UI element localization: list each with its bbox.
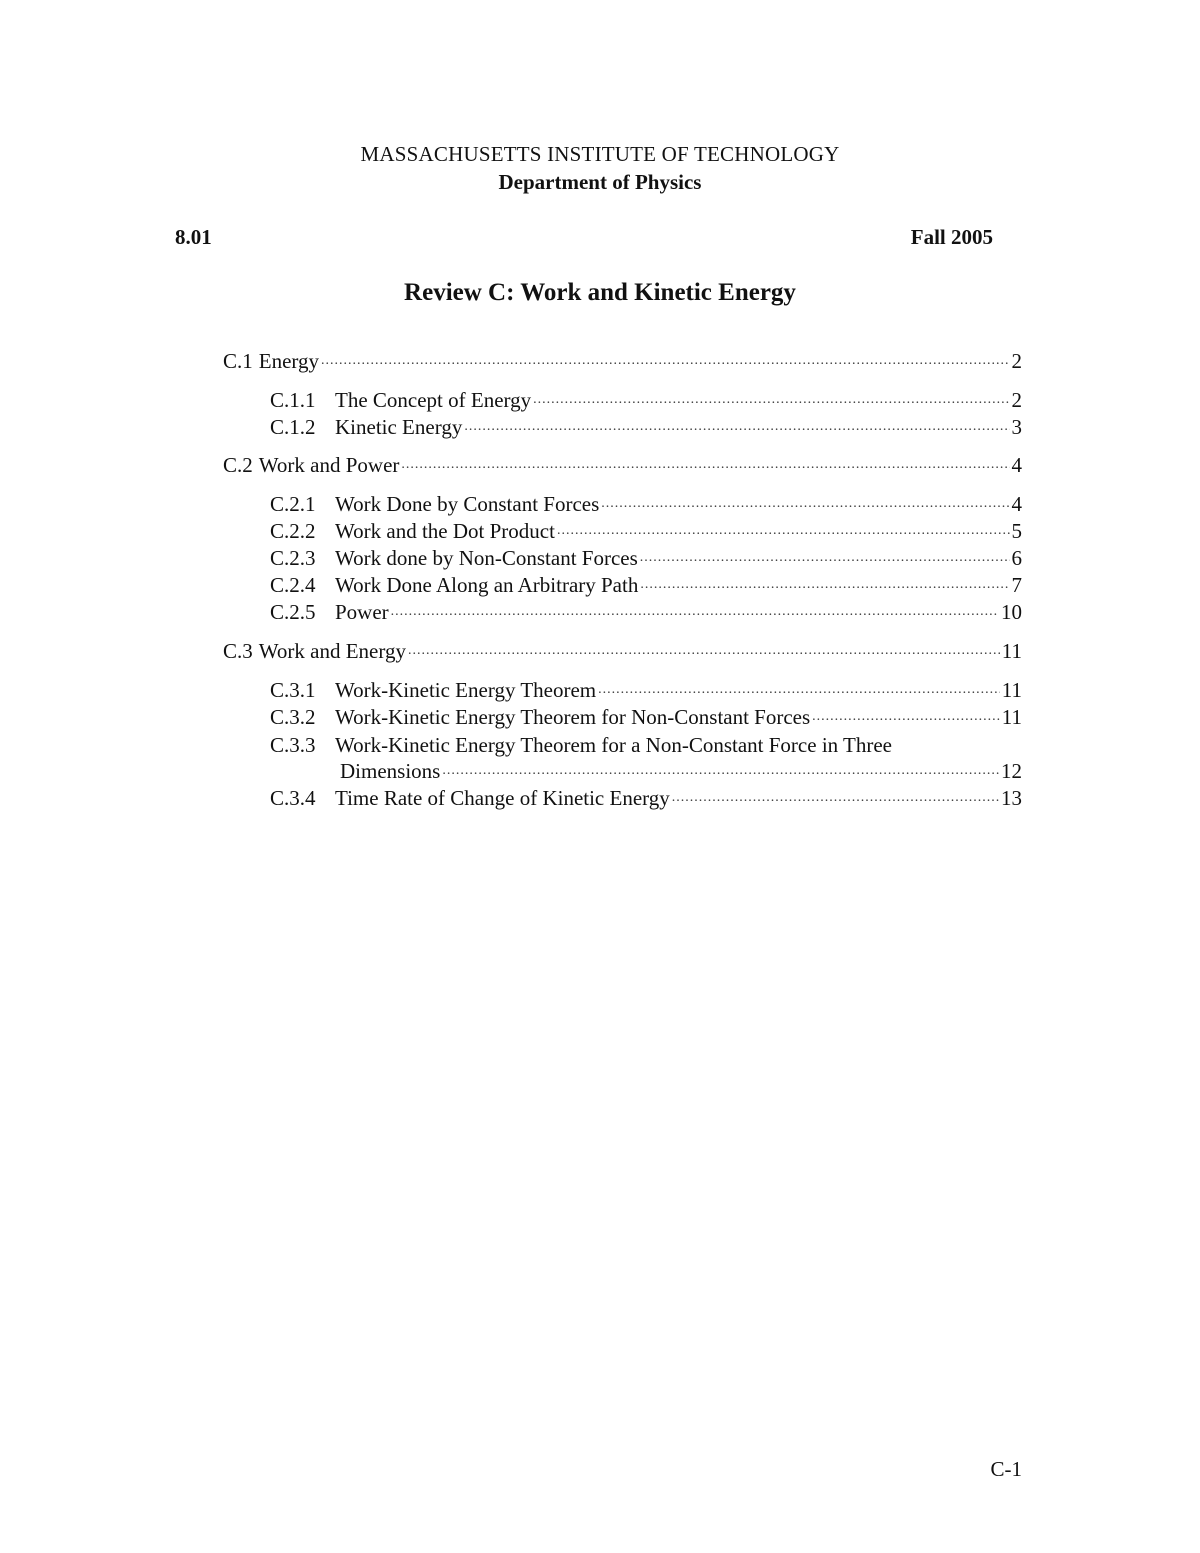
toc-number: C.1 [223, 349, 253, 373]
toc-entry-c2-2[interactable] [270, 518, 1022, 544]
toc-title: Work Done Along an Arbitrary Path [335, 573, 639, 597]
department-name: Department of Physics [498, 170, 702, 194]
toc-number: C.2.4 [270, 573, 316, 597]
toc-title: Work and the Dot Product [335, 519, 555, 543]
toc-title: The Concept of Energy [335, 388, 532, 412]
toc-title: Work and Power [258, 453, 400, 477]
page-number-footer: C-1 [990, 1457, 1022, 1481]
toc-page-number: 5 [1011, 519, 1022, 543]
toc-entry-c1-2[interactable] [270, 414, 1022, 440]
toc-number: C.3.1 [270, 678, 316, 702]
toc-leader-dots [391, 599, 999, 625]
toc-leader-dots [442, 758, 999, 784]
toc-title: Work and Energy [258, 639, 406, 663]
toc-entry-c2[interactable] [223, 452, 1022, 478]
toc-entry-c3-4[interactable] [270, 785, 1022, 811]
toc-title: Work Done by Constant Forces [335, 492, 600, 516]
toc-page-number: 11 [1001, 705, 1022, 729]
toc-page-number: 3 [1011, 415, 1022, 439]
document-title: Review C: Work and Kinetic Energy [404, 279, 796, 306]
toc-leader-dots [408, 638, 1000, 664]
toc-leader-dots [598, 677, 1000, 703]
toc-page-number: 11 [1001, 678, 1022, 702]
toc-leader-dots [640, 545, 1010, 571]
toc-title: Dimensions [340, 759, 441, 783]
toc-number: C.3 [223, 639, 253, 663]
toc-entry-c3-3-line1[interactable] [270, 732, 892, 758]
toc-title: Work-Kinetic Energy Theorem [335, 678, 597, 702]
toc-entry-c2-3[interactable] [270, 545, 1022, 571]
toc-page-number: 2 [1011, 349, 1022, 373]
toc-leader-dots [401, 452, 1009, 478]
toc-leader-dots [672, 785, 999, 811]
toc-page-number: 13 [1001, 786, 1022, 810]
toc-number: C.3.3 [270, 733, 316, 757]
toc-entry-c3-1[interactable] [270, 677, 1022, 703]
institution-name: MASSACHUSETTS INSTITUTE OF TECHNOLOGY [360, 142, 840, 166]
toc-page-number: 12 [1001, 759, 1022, 783]
toc-entry-c2-4[interactable] [270, 572, 1022, 598]
toc-number: C.2.1 [270, 492, 316, 516]
toc-number: C.1.1 [270, 388, 316, 412]
toc-leader-dots [640, 572, 1009, 598]
toc-leader-dots [464, 414, 1009, 440]
toc-title: Time Rate of Change of Kinetic Energy [335, 786, 670, 810]
toc-number: C.3.4 [270, 786, 316, 810]
toc-page-number: 7 [1011, 573, 1022, 597]
toc-entry-c2-5[interactable] [270, 599, 1022, 625]
toc-page-number: 4 [1011, 453, 1022, 477]
course-number: 8.01 [175, 225, 212, 249]
toc-leader-dots [601, 491, 1009, 517]
toc-page-number: 10 [1001, 600, 1022, 624]
toc-number: C.1.2 [270, 415, 316, 439]
toc-entry-c1[interactable] [223, 348, 1022, 374]
toc-leader-dots [321, 348, 1009, 374]
toc-number: C.2.2 [270, 519, 316, 543]
toc-page-number: 4 [1011, 492, 1022, 516]
toc-title: Work-Kinetic Energy Theorem for a Non-Constant Force in Three [335, 733, 892, 757]
toc-title: Work done by Non-Constant Forces [335, 546, 638, 570]
toc-page-number: 6 [1011, 546, 1022, 570]
term-label: Fall 2005 [910, 225, 993, 249]
toc-number: C.2.3 [270, 546, 316, 570]
toc-entry-c3[interactable] [223, 638, 1022, 664]
toc-number: C.2.5 [270, 600, 316, 624]
toc-number: C.2 [223, 453, 253, 477]
toc-leader-dots [533, 387, 1009, 413]
toc-entry-c3-3-line2[interactable] [340, 758, 1022, 784]
toc-title: Kinetic Energy [335, 415, 463, 439]
toc-number: C.3.2 [270, 705, 316, 729]
toc-title: Work-Kinetic Energy Theorem for Non-Constant Forces [335, 705, 811, 729]
toc-leader-dots [557, 518, 1010, 544]
toc-entry-c3-2[interactable] [270, 704, 1022, 730]
toc-title: Energy [258, 349, 320, 373]
toc-title: Power [335, 600, 389, 624]
toc-entry-c2-1[interactable] [270, 491, 1022, 517]
toc-entry-c1-1[interactable] [270, 387, 1022, 413]
toc-page-number: 11 [1001, 639, 1022, 663]
toc-leader-dots [812, 704, 1000, 730]
toc-page-number: 2 [1011, 388, 1022, 412]
